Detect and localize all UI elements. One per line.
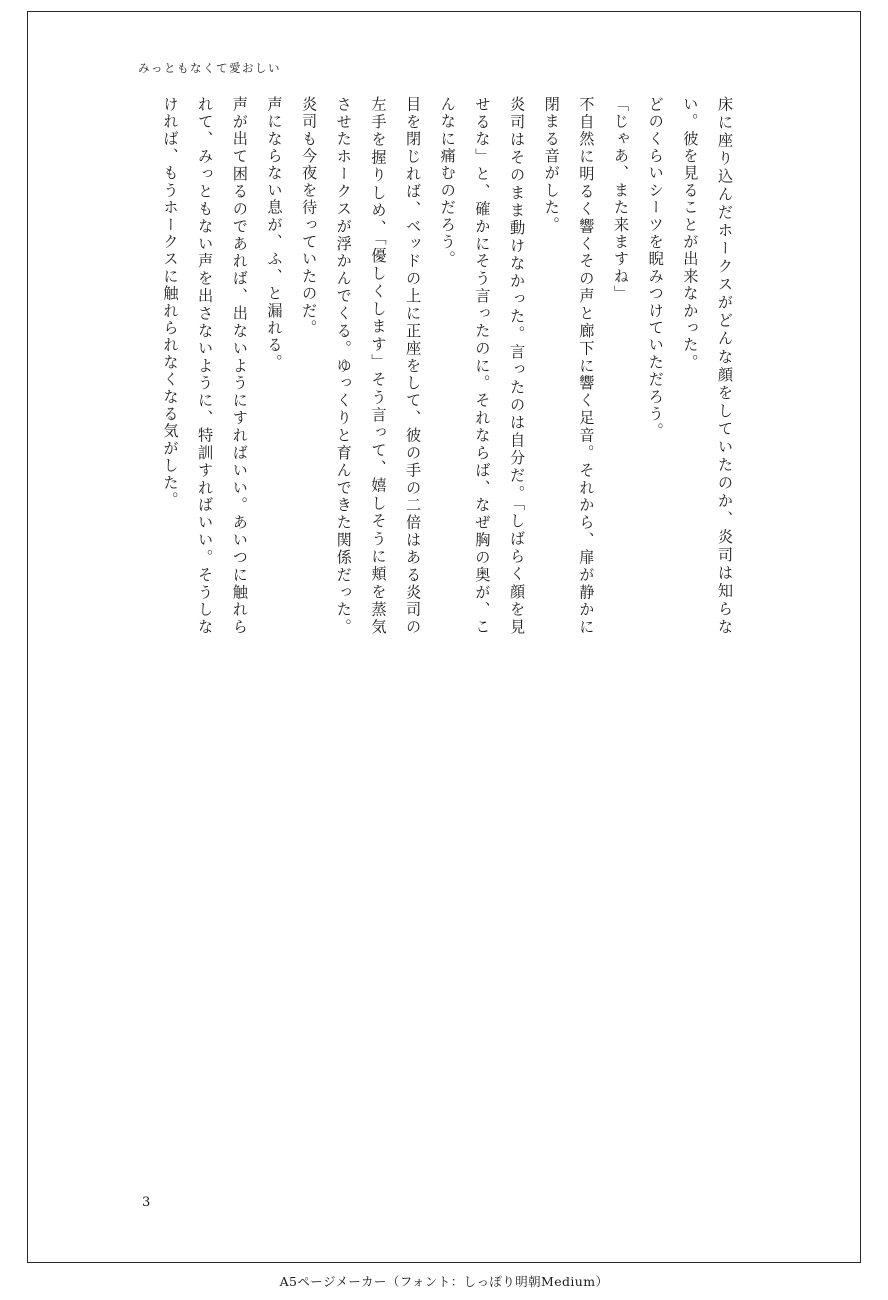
- page-number: 3: [142, 1195, 151, 1210]
- running-header: みっともなくて愛おしい: [138, 61, 281, 75]
- paragraph: 床に座り込んだホークスがどんな顔をしていたのか、炎司は知らない。彼を見ることが出来なかった。: [681, 96, 734, 636]
- paragraph: どのくらいシーツを睨みつけていただろう。: [646, 96, 665, 440]
- paragraph: 目を閉じれば、ベッドの上に正座をして、彼の手の二倍はある炎司の左手を握りしめ、「優しくします」そう言って、嬉しそうに頬を蒸気させたホークスが浮かんでくる。ゆっくりと育んできた関係だった。炎司も今夜を待っていたのだ。: [300, 96, 423, 636]
- paragraph: 声が出て困るのであれば、出ないようにすればいい。あいつに触れられて、みっともない声を出さないように、特訓すればいい。そうしなければ、もうホークスに触れられなくなる気がした。: [161, 96, 249, 636]
- paragraph: 「じゃあ、また来ますね」: [612, 96, 631, 303]
- body-text-vertical: [152, 96, 742, 636]
- page-frame: [27, 11, 861, 1263]
- paragraph: 声にならない息が、ふ、と漏れる。: [265, 96, 284, 372]
- paragraph: 炎司はそのまま動けなかった。言ったのは自分だ。「しばらく顔を見せるな」と、確かにそう言ったのに。それならば、なぜ胸の奥が、こんなに痛むのだろう。: [438, 96, 527, 636]
- paragraph: 不自然に明るく響くその声と廊下に響く足音。それから、扉が静かに閉まる音がした。: [542, 96, 596, 636]
- footer-credit: A5ページメーカー（フォント：しっぽり明朝Medium）: [279, 1274, 609, 1289]
